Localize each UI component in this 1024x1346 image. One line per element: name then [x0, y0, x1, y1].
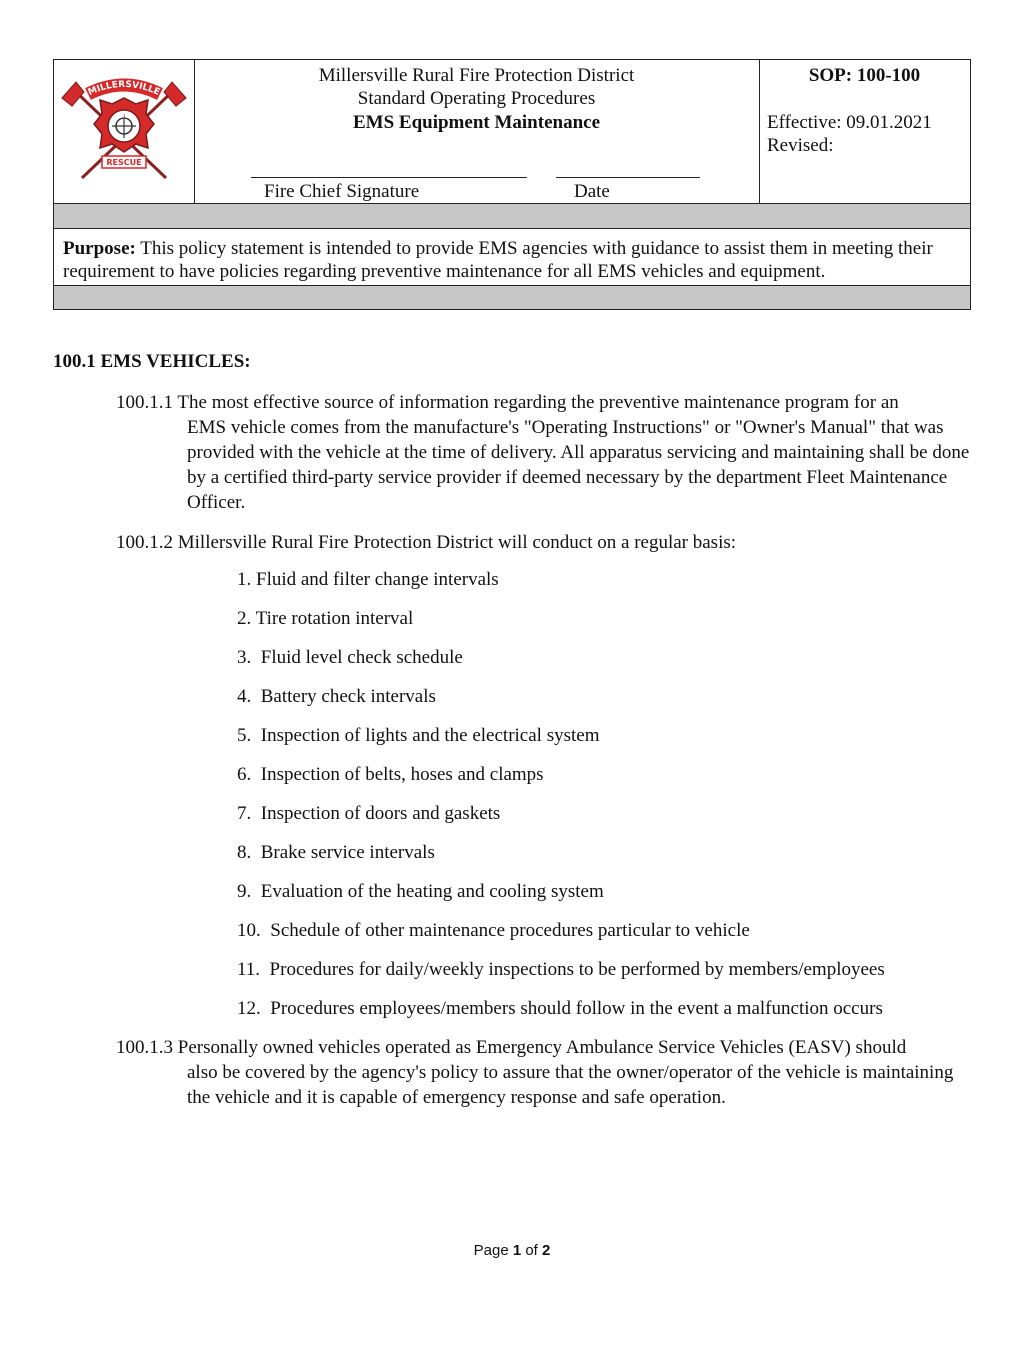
of-word: of — [521, 1242, 543, 1259]
list-item: 12. Procedures employees/members should follow in the event a malfunction occurs — [237, 998, 883, 1019]
signature-line — [251, 177, 527, 178]
purpose-statement — [63, 237, 963, 283]
current-page: 1 — [512, 1242, 522, 1259]
doc-type: Standard Operating Procedures — [357, 88, 596, 109]
date-line — [556, 177, 700, 178]
purpose-label: Purpose: — [63, 238, 136, 259]
purpose-row — [54, 229, 970, 286]
doc-title: EMS Equipment Maintenance — [352, 112, 601, 133]
signature-label: Fire Chief Signature — [264, 181, 420, 202]
list-item: 1. Fluid and filter change intervals — [237, 569, 499, 590]
logo-top-text: MILLERSVILLE — [86, 79, 162, 98]
paragraph-number: 100.1.1 — [116, 392, 173, 413]
sop-info-cell — [759, 60, 970, 203]
title-cell — [194, 60, 760, 203]
logo-rescue-text: RESCUE — [106, 158, 142, 167]
list-item: 8. Brake service intervals — [237, 842, 435, 863]
logo-fire-text: FIRE — [117, 113, 131, 120]
page-word: Page — [473, 1242, 513, 1259]
list-item: 11. Procedures for daily/weekly inspections to be performed by members/employees — [237, 959, 885, 980]
org-name: Millersville Rural Fire Protection District — [318, 65, 635, 86]
list-item: 3. Fluid level check schedule — [237, 647, 463, 668]
date-label: Date — [574, 181, 610, 202]
page-footer — [0, 1241, 1024, 1261]
purpose-divider-bar — [54, 286, 970, 309]
sop-number: SOP: 100-100 — [808, 65, 921, 86]
list-item: 5. Inspection of lights and the electrical system — [237, 725, 600, 746]
paragraph-100-1-3 — [116, 1035, 976, 1110]
list-item: 7. Inspection of doors and gaskets — [237, 803, 501, 824]
fire-district-logo — [54, 60, 194, 203]
total-pages: 2 — [542, 1242, 551, 1259]
list-item: 4. Battery check intervals — [237, 686, 436, 707]
header-table — [53, 59, 971, 310]
paragraph-first-line: Personally owned vehicles operated as Emergency Ambulance Service Vehicles (EASV) should — [173, 1037, 907, 1058]
purpose-text: This policy statement is intended to provide EMS agencies with guidance to assist them in meeting their requirement to have policies regarding preventive maintenance for all EMS vehicles and equipment. — [63, 238, 933, 282]
list-item: 10. Schedule of other maintenance procedures particular to vehicle — [237, 920, 750, 941]
list-item: 6. Inspection of belts, hoses and clamps — [237, 764, 544, 785]
revised-date: Revised: — [767, 135, 834, 156]
section-heading: 100.1 EMS VEHICLES: — [53, 351, 251, 372]
paragraph-continuation: also be covered by the agency's policy to assure that the owner/operator of the vehicle is maintaining the vehicle and it is capable of emergency response and safe operation. — [187, 1062, 954, 1108]
logo-cell — [54, 60, 195, 203]
paragraph-100-1-1 — [116, 390, 976, 515]
paragraph-continuation: EMS vehicle comes from the manufacture's "Operating Instructions" or "Owner's Manual" that was provided with the vehicle at the time of delivery. All apparatus servicing and maintaining shall be done by a certified third-party service provider if deemed necessary by the department Fleet Maintenance Officer. — [187, 417, 970, 513]
list-item: 9. Evaluation of the heating and cooling system — [237, 881, 604, 902]
list-item: 2. Tire rotation interval — [237, 608, 414, 629]
header-top-row — [54, 60, 970, 204]
paragraph-100-1-2: 100.1.2 Millersville Rural Fire Protection District will conduct on a regular basis: — [116, 532, 737, 553]
header-divider-bar — [54, 204, 970, 229]
effective-date: Effective: 09.01.2021 — [767, 112, 932, 133]
paragraph-first-line: The most effective source of information regarding the preventive maintenance program for an — [173, 392, 899, 413]
paragraph-number: 100.1.3 — [116, 1037, 173, 1058]
